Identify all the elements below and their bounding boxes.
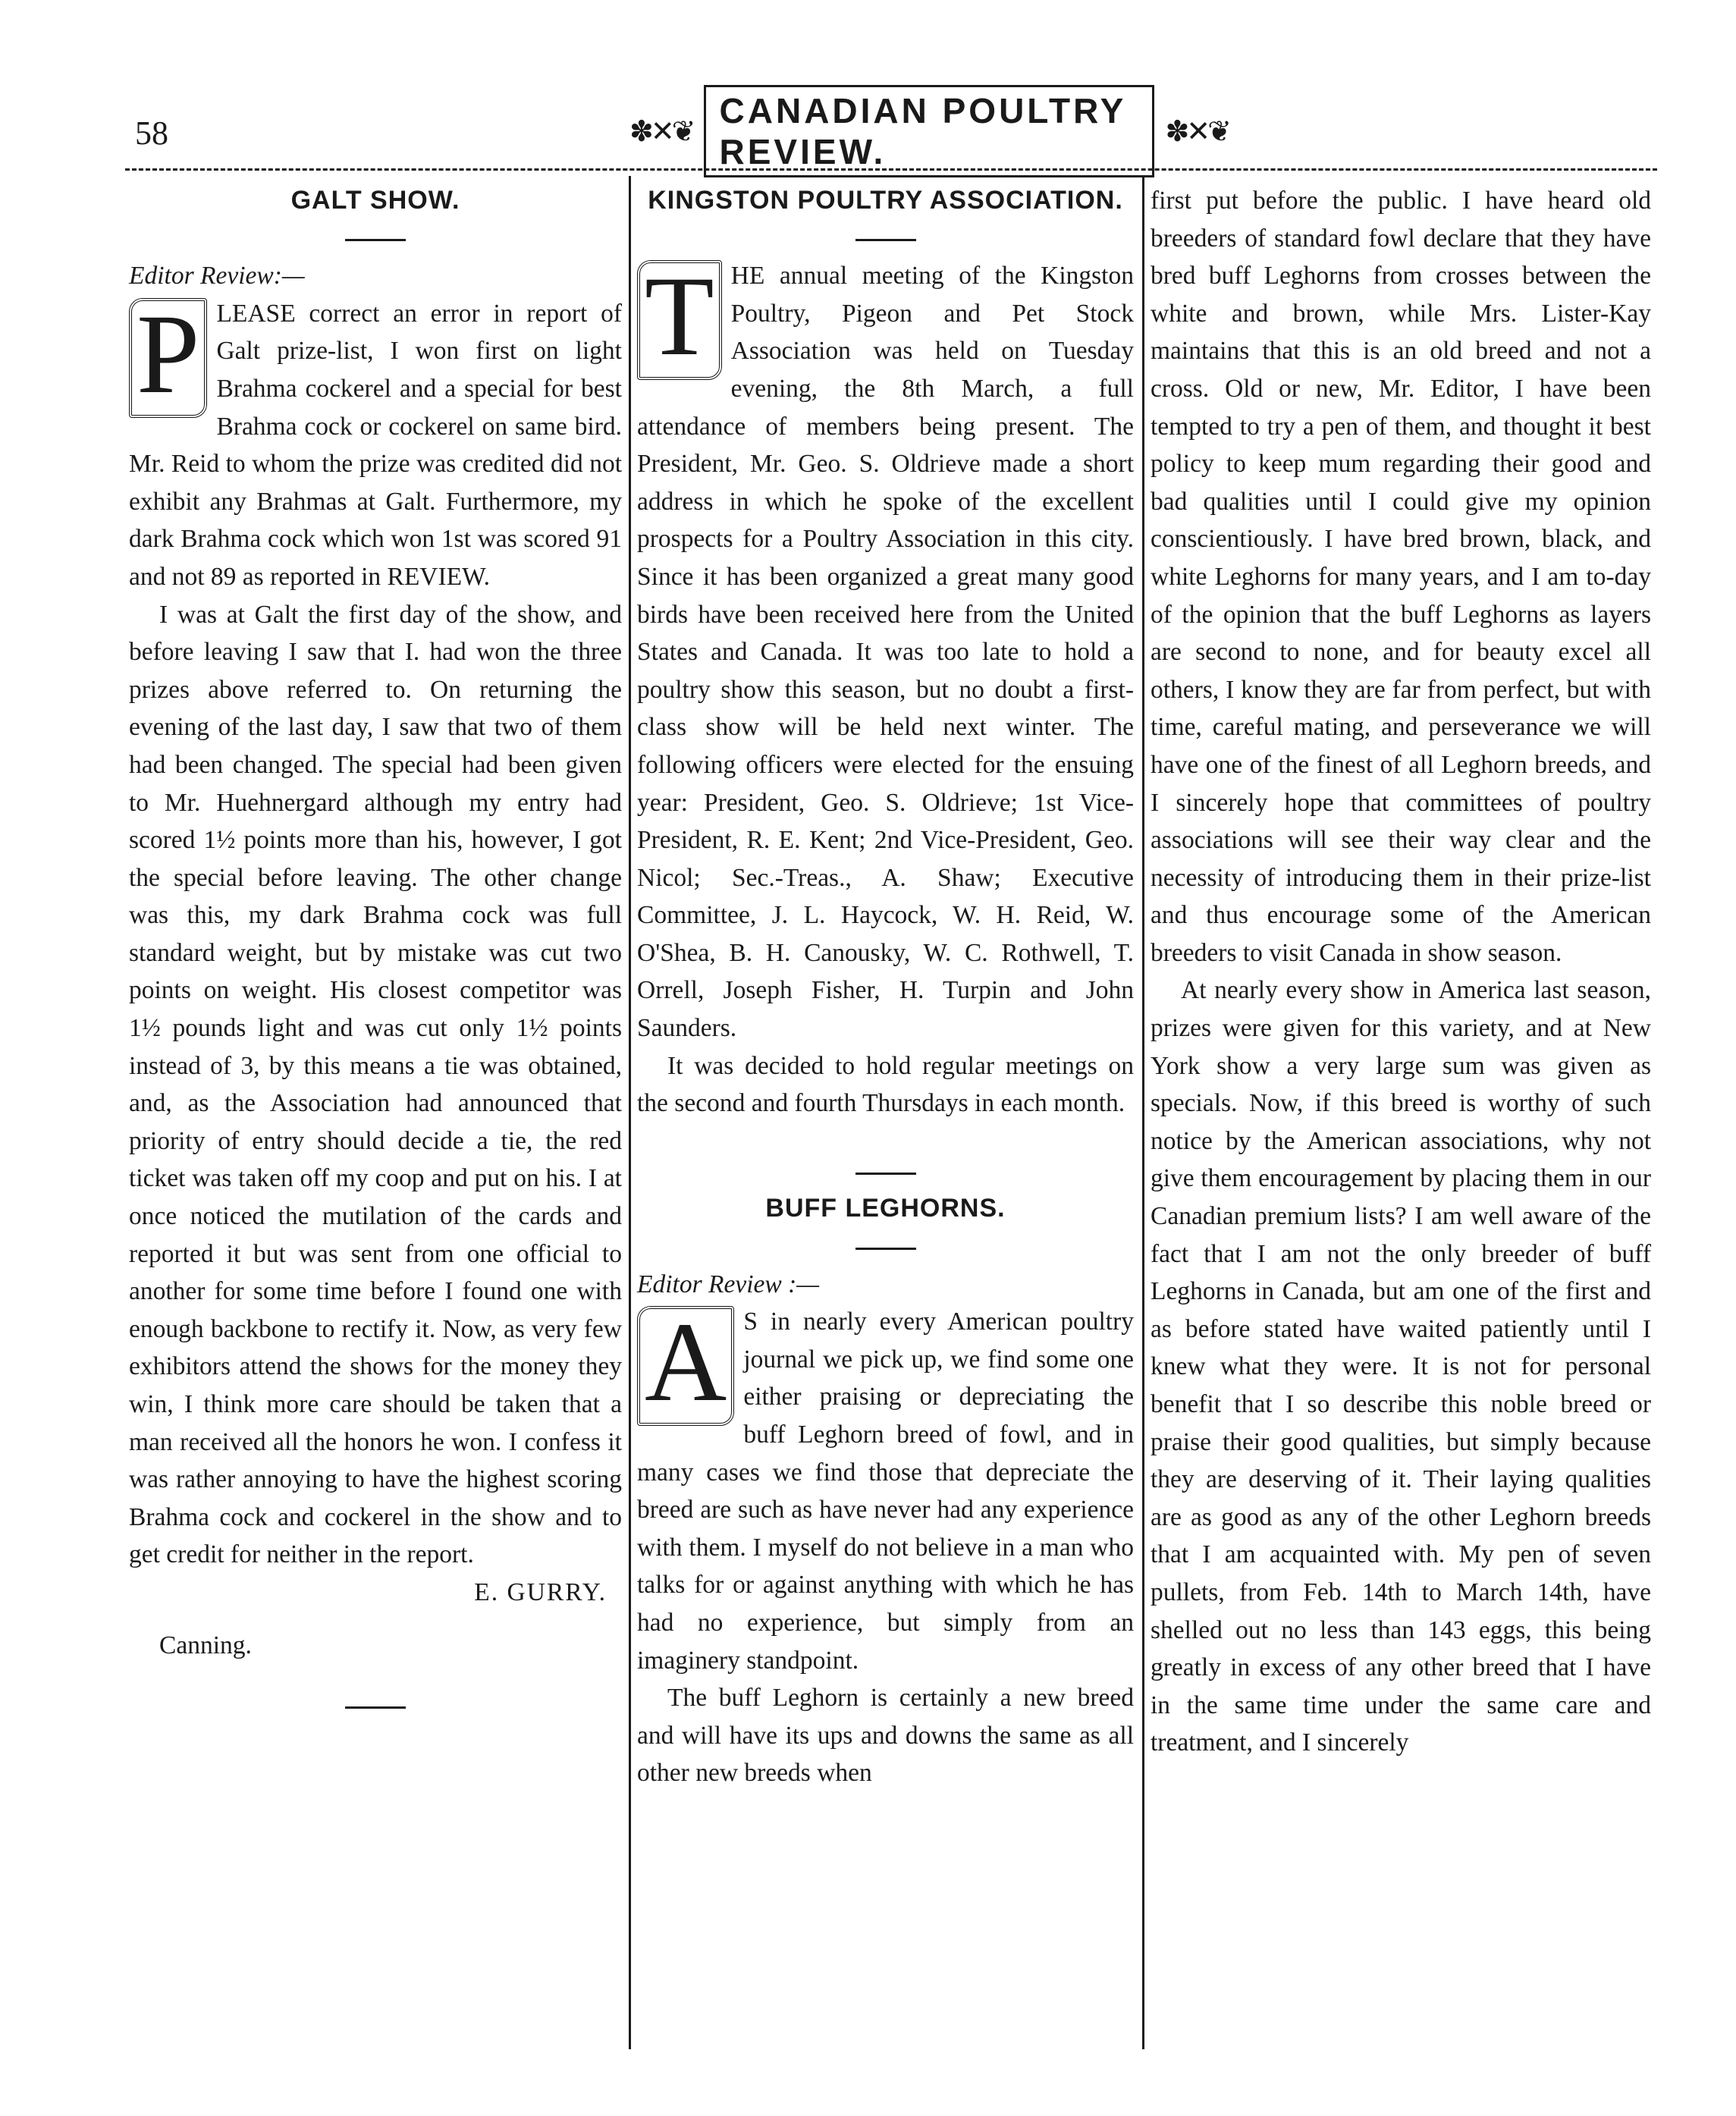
column-2 [637,182,1134,1792]
galt-paragraph-1 [129,290,622,596]
galt-paragraph-2: I was at Galt the first day of the show, and before leaving I saw that I. had won the three prizes above referred to. On returning the evening of the last day, I saw that two of them had been changed. The special had been given to Mr. Huehnergard although my entry had scored 1½ points more than his, however, I got the special before leaving. The other change was this, my dark Brahma cock was full standard weight, but by mistake was cut two points on weight. His closest competitor was 1½ pounds light and was cut only 1½ points instead of 3, by this means a tie was obtained, and, as the Association had announced that priority of entry should decide a tie, the red ticket was taken off my coop and put on his. I at once noticed the mutilation of the cards and reported it but was sent from one official to another for some time before I found one with enough backbone to rectify it. Now, as very few exhibitors attend the shows for the money they win, I think more care should be taken that a man received all the honors he won. I confess it was rather annoying to have the highest scoring Brahma cock and cockerel in the show and to get credit for neither in the report. [129,600,622,1569]
column-divider [1142,176,1144,2049]
masthead [629,91,1229,171]
masthead-title: CANADIAN POULTRY REVIEW. [704,85,1155,177]
galt-headline: GALT SHOW. [290,186,460,215]
column-3 [1151,182,1651,1762]
section-rule [637,1153,1134,1191]
leghorns-paragraph-2-continued: first put before the public. I have heard old breeders of standard fowl declare that they have bred buff Leghorns from crosses between the white and brown, while Mrs. Lister-Kay maintains that this is an old breed and not a cross. Old or new, Mr. Editor, I have been tempted to try a pen of them, and thought it best policy to keep mum regarding their good and bad qualities until I could give my opinion conscientiously. I have bred brown, black, and white Leghorns for many years, and I am to-day of the opinion that the buff Leghorns as layers are second to none, and for beauty excel all others, I know they are far from perfect, but with time, careful mating, and perseverance we will have one of the finest of all Leghorn breeds, and I sincerely hope that committees of poultry associations will see their way clear and the necessity of introducing them in their prize-list and thus encourage some of the American breeders to visit Canada in show season. [1151,187,1651,967]
end-rule [129,1687,622,1725]
kingston-headline: KINGSTON POULTRY ASSOCIATION. [648,186,1123,215]
kingston-text-1: HE annual meeting of the Kingston Poultry, Pigeon and Pet Stock Association was held on Tuesday evening, the 8th March, a full attendance of members being present. The President, Mr. Geo. S. Oldrieve made a short address in which he spoke of the excellent prospects for a Poultry Association in this city. Since it has been organized a great many good birds have been received here from the United States and Canada. It was too late to hold a poultry show this season, but no doubt a first-class show will be held next winter. The following officers were elected for the ensuing year: President, Geo. S. Oldrieve; 1st Vice-President, R. E. Kent; 2nd Vice-President, Geo. Nicol; Sec.-Treas., A. Shaw; Executive Committee, J. L. Haycock, W. H. Reid, W. O'Shea, B. H. Canousky, W. C. Rothwell, T. Orrell, Joseph Fisher, H. Turpin and John Saunders. [637,262,1134,1043]
leghorns-text-1: S in nearly every American poultry journal we pick up, we find some one either praising or depreciating the buff Leghorn breed of fowl, and in many cases we find those that depreciate the breed are such as have never had any experience with them. I myself do not believe in a man who talks for or against anything with which he has had no experience, but simply from an imaginery standpoint. [637,1308,1134,1675]
short-rule [637,220,1134,258]
leghorns-paragraph-1 [637,1299,1134,1679]
kingston-paragraph-2: It was decided to hold regular meetings on the second and fourth Thursdays in each month. [637,1051,1134,1118]
short-rule [637,1228,1134,1266]
short-rule [129,220,622,258]
galt-text-1: LEASE correct an error in report of Galt prize-list, I won first on light Brahma cockerel and a special for best Brahma cock or cockerel on same bird. Mr. Reid to whom the prize was credited did not exhibit any Brahmas at Galt. Furthermore, my dark Brahma cock which won 1st was scored 91 and not 89 as reported in REVIEW. [129,299,622,591]
column-1 [129,182,622,1725]
page-number: 58 [135,115,168,152]
kingston-dropcap: T [637,260,722,380]
column-divider [629,176,631,2049]
right-ornament: ✽✕❦ [1165,115,1229,148]
leghorns-paragraph-3: At nearly every show in America last season, prizes were given for this variety, and at New York show a very large sum was given as specials. Now, if this breed is worthy of such notice by the American associations, why not give them encouragement by placing them in our Canadian premium lists? I am well aware of the fact that I am not the only breeder of buff Leghorns in Canada, but am one of the first and as before stated have waited patiently until I knew what they were. It is not for personal benefit that I so describe this noble breed or praise their good qualities, but simply because they are deserving of it. Their laying qualities are as good as any of the other Leghorn breeds that I am acquainted with. My pen of seven pullets, from Feb. 14th to March 14th, have shelled out no less than 143 eggs, this being greatly in excess of any other breed that I have in the same time under the same care and treatment, and I sincerely [1151,976,1651,1757]
galt-signature: E. GURRY. [474,1578,607,1606]
leghorns-headline: BUFF LEGHORNS. [765,1194,1006,1223]
leghorns-paragraph-2: The buff Leghorn is certainly a new breed and will have its ups and downs the same as all other new breeds when [637,1684,1134,1788]
kingston-paragraph-1 [637,253,1134,1047]
galt-dropcap: P [129,298,207,418]
galt-place: Canning. [159,1631,252,1659]
galt-salutation: Editor Review:— [129,262,305,290]
leghorns-salutation: Editor Review :— [637,1270,820,1298]
header-rule [125,168,1657,171]
leghorns-dropcap: A [637,1306,734,1426]
left-ornament: ✽✕❦ [629,115,693,148]
